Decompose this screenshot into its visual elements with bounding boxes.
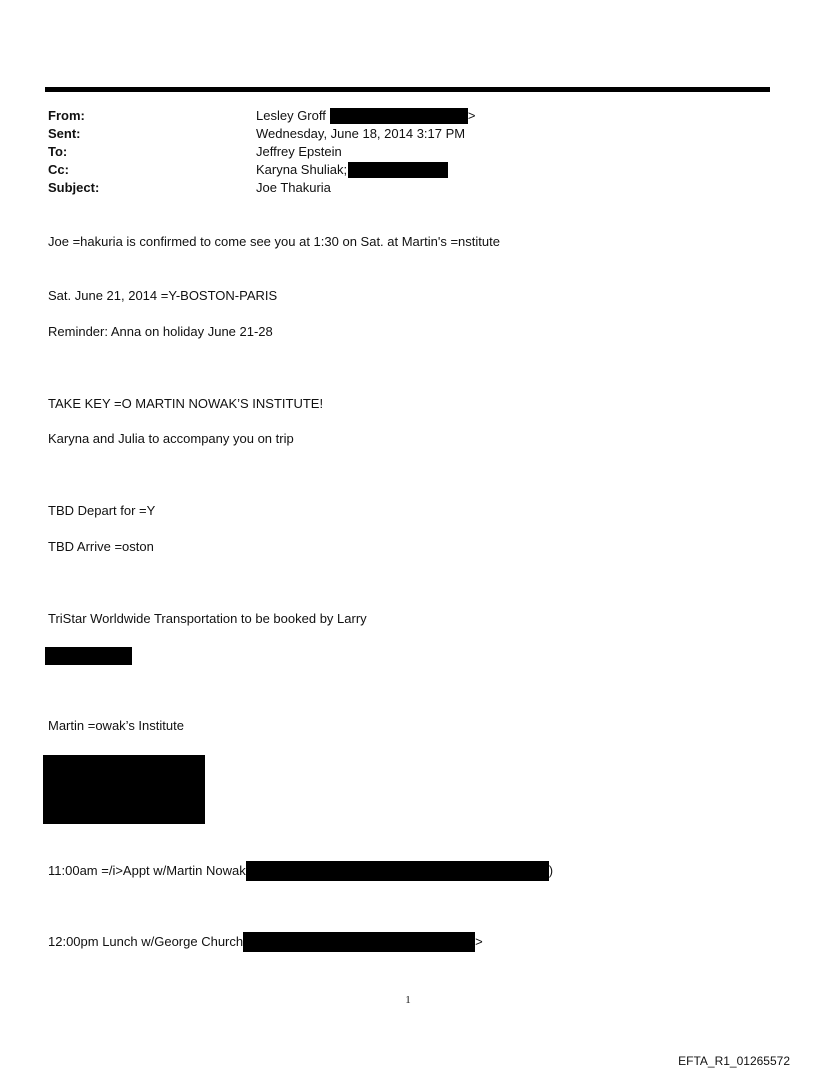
redaction-block-address: [43, 755, 205, 824]
cc-value: [256, 161, 448, 179]
appointment-suffix: ): [548, 863, 554, 878]
body-line-itinerary-date: Sat. June 21, 2014 =Y-BOSTON-PARIS: [48, 288, 278, 303]
appointment-text: 11:00am =/i>Appt w/Martin Nowak: [48, 863, 246, 878]
to-value: Jeffrey Epstein: [256, 144, 342, 159]
header-divider: [45, 87, 770, 92]
body-line-transportation: TriStar Worldwide Transportation to be booked by Larry: [48, 611, 367, 626]
body-line-confirmation: Joe =hakuria is confirmed to come see you at 1:30 on Sat. at Martin's =nstitute: [48, 234, 500, 249]
lunch-suffix: >: [475, 934, 483, 949]
appointment-redaction: [246, 861, 549, 881]
from-suffix: >: [467, 108, 476, 123]
cc-name: Karyna Shuliak;: [256, 162, 348, 177]
body-line-appointment: [48, 861, 553, 881]
from-email-redaction: [330, 108, 468, 124]
body-line-reminder: Reminder: Anna on holiday June 21-28: [48, 324, 273, 339]
subject-value: Joe Thakuria: [256, 180, 331, 195]
sent-value: Wednesday, June 18, 2014 3:17 PM: [256, 126, 466, 141]
from-value: [256, 107, 475, 125]
from-label: From:: [48, 108, 85, 123]
from-name: Lesley Groff: [256, 108, 326, 123]
redaction-block-small: [45, 647, 132, 665]
to-label: To:: [48, 144, 68, 159]
sent-label: Sent:: [48, 126, 81, 141]
body-line-accompany: Karyna and Julia to accompany you on trip: [48, 431, 294, 446]
body-line-arrive: TBD Arrive =oston: [48, 539, 154, 554]
page-number: 1: [405, 994, 411, 1006]
body-line-take-key: TAKE KEY =O MARTIN NOWAK’S INSTITUTE!: [48, 396, 324, 411]
cc-label: Cc:: [48, 162, 69, 177]
cc-email-redaction: [348, 162, 448, 178]
body-line-institute: Martin =owak’s Institute: [48, 718, 184, 733]
lunch-redaction: [243, 932, 475, 952]
lunch-text: 12:00pm Lunch w/George Church: [48, 934, 244, 949]
subject-label: Subject:: [48, 180, 100, 195]
body-line-lunch: [48, 932, 483, 952]
bates-number: EFTA_R1_01265572: [678, 1054, 790, 1068]
body-line-depart: TBD Depart for =Y: [48, 503, 156, 518]
